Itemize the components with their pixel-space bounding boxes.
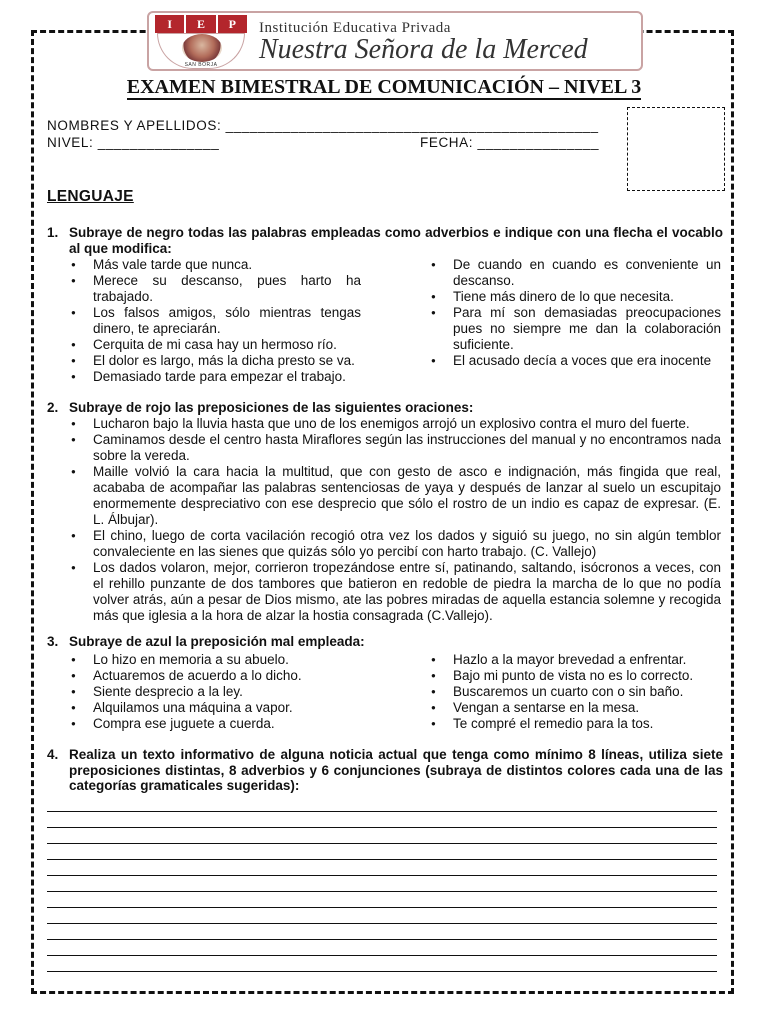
answer-lines[interactable]: [47, 796, 717, 972]
seal-icon: [182, 34, 222, 62]
list-item: ● Maille volvió la cara hacia la multitud, que con gesto de asco e indignación, más fingida que real, acababa de acompañar las palabras sentenciosas de yaya y después de lanzar al suelo un escupitajo enormemente despreciativo con ese desprecio que sólo el rostro de un indio es capaz de expresar. (E. L. Álbujar).: [69, 464, 721, 528]
answer-line[interactable]: [47, 940, 717, 956]
answer-line[interactable]: [47, 956, 717, 972]
list-item: ● Te compré el remedio para la tos.: [429, 716, 721, 732]
list-item: ● Para mí son demasiadas preocupaciones pues no siempre me dan la colaboración suficiente.: [429, 305, 721, 353]
list-item: ● De cuando en cuando es conveniente un descanso.: [429, 257, 721, 289]
list-item: ● Tiene más dinero de lo que necesita.: [429, 289, 721, 305]
list-item: ● Cerquita de mi casa hay un hermoso río.: [69, 337, 361, 353]
list-item: ● Demasiado tarde para empezar el trabajo.: [69, 369, 361, 385]
exam-title: EXAMEN BIMESTRAL DE COMUNICACIÓN – NIVEL 3: [126, 76, 642, 98]
list-item: ● Caminamos desde el centro hasta Miraflores según las instrucciones del manual y no encontramos nada sobre la vereda.: [69, 432, 721, 464]
answer-line[interactable]: [47, 828, 717, 844]
answer-line[interactable]: [47, 924, 717, 940]
list-item: ● Vengan a sentarse en la mesa.: [429, 700, 721, 716]
answer-line[interactable]: [47, 860, 717, 876]
list-item: ● Alquilamos una máquina a vapor.: [69, 700, 399, 716]
question-number: 3.: [47, 634, 59, 649]
crest-subtitle: SAN BORJA: [184, 62, 218, 68]
crest-letter: I: [155, 15, 184, 33]
list-item: ● Los dados volaron, mejor, corrieron tropezándose entre sí, patinando, saltando, isócronos a veces, con el rehillo punzante de dos tambores que batieron en redoble de piedra la marcha de lo que no podía volver atrás, aún a pesar de Dios mismo, ate las pobres miradas de aquella estancia solemne y recogida más que iglesia a la hora de alzar la hostia consagrada (C.Vallejo).: [69, 560, 721, 624]
list-item: ● Los falsos amigos, sólo mientras tengas dinero, te apreciarán.: [69, 305, 361, 337]
question-text: Subraye de negro todas las palabras empleadas como adverbios e indique con una flecha el vocablo al que modifica:: [69, 225, 723, 256]
question-text: Realiza un texto informativo de alguna noticia actual que tenga como mínimo 8 líneas, utiliza siete preposiciones distintas, 8 adverbios y 6 conjunciones (subraya de distintos colores cada una de las categorías gramaticales sugeridas):: [69, 747, 723, 793]
q3-left-list: [69, 652, 399, 732]
crest-letters: [155, 15, 247, 33]
question-number: 2.: [47, 400, 59, 415]
crest-letter: E: [186, 15, 215, 33]
list-item: ● El chino, luego de corta vacilación recogió otra vez los dados y siguió su juego, no sin algún temblor convaleciente en las sienes que quizás sólo yo percibí con harto trabajo. (C. Vallejo): [69, 528, 721, 560]
question-text: Subraye de rojo las preposiciones de las siguientes oraciones:: [69, 400, 474, 415]
q1-left-list: [69, 257, 361, 385]
photo-box: [627, 107, 725, 191]
school-logo: [147, 11, 643, 71]
crest-letter: P: [218, 15, 247, 33]
answer-line[interactable]: [47, 844, 717, 860]
section-heading: LENGUAJE: [47, 188, 134, 205]
question-2: [47, 400, 723, 416]
question-1: [47, 225, 723, 256]
q3-right-list: [429, 652, 721, 732]
question-3: [47, 634, 723, 650]
institution-type: Institución Educativa Privada: [259, 20, 451, 36]
answer-line[interactable]: [47, 876, 717, 892]
question-number: 4.: [47, 747, 59, 762]
question-4: [47, 747, 723, 794]
question-number: 1.: [47, 225, 59, 240]
level-field[interactable]: NIVEL: _______________: [47, 135, 220, 150]
institution-name: Nuestra Señora de la Merced: [259, 34, 588, 65]
name-field[interactable]: NOMBRES Y APELLIDOS: ______________________________________________: [47, 118, 599, 133]
list-item: ● Bajo mi punto de vista no es lo correcto.: [429, 668, 721, 684]
list-item: ● Lucharon bajo la lluvia hasta que uno de los enemigos arrojó un explosivo contra el muro del fuerte.: [69, 416, 721, 432]
answer-line[interactable]: [47, 796, 717, 812]
list-item: ● Buscaremos un cuarto con o sin baño.: [429, 684, 721, 700]
answer-line[interactable]: [47, 812, 717, 828]
question-text: Subraye de azul la preposición mal empleada:: [69, 634, 365, 649]
list-item: ● El dolor es largo, más la dicha presto se va.: [69, 353, 361, 369]
list-item: ● Hazlo a la mayor brevedad a enfrentar.: [429, 652, 721, 668]
answer-line[interactable]: [47, 908, 717, 924]
list-item: ● Actuaremos de acuerdo a lo dicho.: [69, 668, 399, 684]
list-item: ● Merece su descanso, pues harto ha trabajado.: [69, 273, 361, 305]
list-item: ● Siente desprecio a la ley.: [69, 684, 399, 700]
list-item: ● Lo hizo en memoria a su abuelo.: [69, 652, 399, 668]
q1-right-list: [429, 257, 721, 369]
list-item: ● Compra ese juguete a cuerda.: [69, 716, 399, 732]
list-item: ● Más vale tarde que nunca.: [69, 257, 361, 273]
q2-list: [69, 416, 721, 624]
date-field[interactable]: FECHA: _______________: [420, 135, 600, 150]
answer-line[interactable]: [47, 892, 717, 908]
list-item: ● El acusado decía a voces que era inocente: [429, 353, 721, 369]
